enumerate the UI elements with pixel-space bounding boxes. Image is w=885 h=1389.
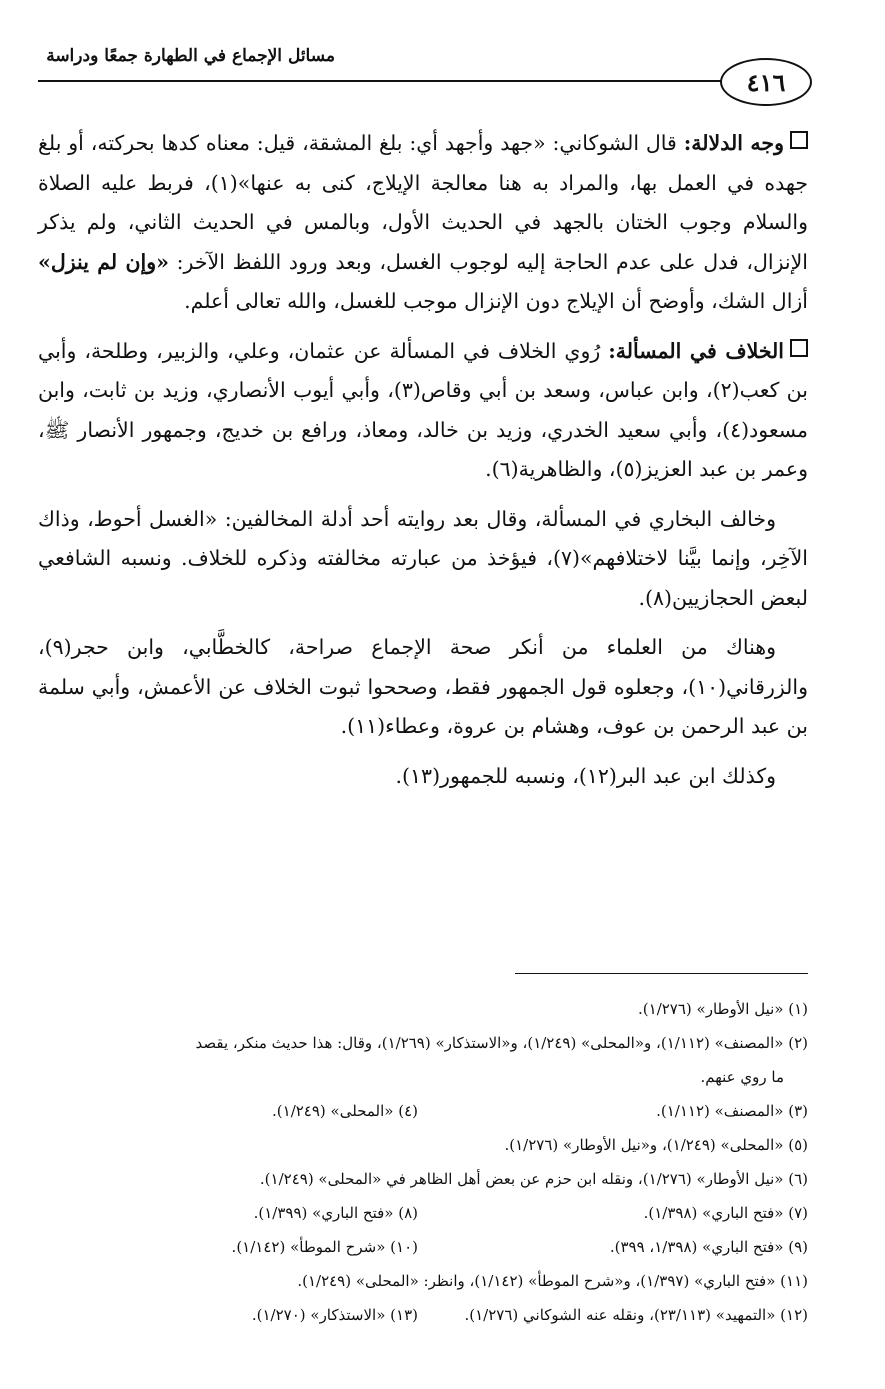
footnote-2-continued: ما روي عنهم. [700, 1068, 784, 1086]
footnote-1: (١) «نيل الأوطار» (١/٢٧٦). [638, 1000, 808, 1018]
paragraph-disagreement [38, 332, 808, 490]
footnote-4: (٤) «المحلى» (١/٢٤٩). [272, 1102, 418, 1120]
footnote-row [38, 1298, 808, 1332]
footnote-12: (١٢) «التمهيد» (٢٣/١١٣)، ونقله عنه الشوكاني (١/٢٧٦). [464, 1306, 808, 1324]
running-title: مسائل الإجماع في الطهارة جمعًا ودراسة [46, 46, 335, 66]
paragraph-evidence [38, 124, 808, 322]
paragraph-text: رُوي الخلاف في المسألة عن عثمان، وعلي، والزبير، وطلحة، وأبي بن كعب(٢)، وابن عباس، وسعد بن أبي وقاص(٣)، وأبي أيوب الأنصاري، وزيد بن ثابت، وابن مسعود(٤)، وأبي سعيد الخدري، وزيد بن خالد، ومعاذ، ورافع بن خديج، وجمهور الأنصار ﷺ، وعمر بن عبد العزيز(٥)، والظاهرية(٦). [38, 338, 808, 481]
footnote-row [38, 1094, 808, 1128]
footnote-10: (١٠) «شرح الموطأ» (١/١٤٢). [231, 1238, 418, 1256]
footnote-6: (٦) «نيل الأوطار» (١/٢٧٦)، ونقله ابن حزم عن بعض أهل الظاهر في «المحلى» (١/٢٤٩). [259, 1170, 808, 1188]
paragraph-ibn-abd-al-barr: وكذلك ابن عبد البر(١٢)، ونسبه للجمهور(١٣). [395, 763, 776, 788]
footnote-13: (١٣) «الاستذكار» (١/٢٧٠). [251, 1306, 418, 1324]
footnote-5: (٥) «المحلى» (١/٢٤٩)، و«نيل الأوطار» (١/٢٧٦). [504, 1136, 808, 1154]
footnote-row [38, 1196, 808, 1230]
square-bullet-icon [790, 131, 808, 149]
footnote-9: (٩) «فتح الباري» (١/٣٩٨، ٣٩٩). [609, 1238, 808, 1256]
main-text [38, 124, 808, 806]
footnote-8: (٨) «فتح الباري» (١/٣٩٩). [253, 1204, 418, 1222]
hadith-quote: «وإن لم ينزل» [38, 249, 169, 274]
paragraph-text: أزال الشك، وأوضح أن الإيلاج دون الإنزال موجب للغسل، والله تعالى أعلم. [184, 289, 808, 313]
footnotes [38, 992, 808, 1332]
footnote-7: (٧) «فتح الباري» (١/٣٩٨). [643, 1204, 808, 1222]
header-rule [38, 80, 728, 82]
page-number: ٤١٦ [720, 58, 812, 106]
paragraph-bukhari: وخالف البخاري في المسألة، وقال بعد روايته أحد أدلة المخالفين: «الغسل أحوط، وذاك الآخِر، وإنما بيَّنا لاختلافهم»(٧)، فيؤخذ من عبارته مخالفته وذكره للخلاف. ونسبه الشافعي لبعض الحجازيين(٨). [38, 506, 808, 610]
footnote-11: (١١) «فتح الباري» (١/٣٩٧)، و«شرح الموطأ» (١/١٤٢)، وانظر: «المحلى» (١/٢٤٩). [297, 1272, 808, 1290]
paragraph-text: قال الشوكاني: «جهد وأجهد أي: بلغ المشقة، قيل: معناه كدها بحركته، أو بلغ جهده في العمل بها، والمراد به هنا معالجة الإيلاج، كنى به عنها»(١)، فربط عليه الصلاة والسلام وجوب الختان بالجهد في الحديث الأول، وبالمس في الحديث الثاني، ولم يذكر الإنزال، فدل على عدم الحاجة إليه لوجوب الغسل، وبعد ورود اللفظ الآخر: [38, 131, 809, 274]
footnote-3: (٣) «المصنف» (١/١١٢). [656, 1102, 808, 1120]
footnote-2: (٢) «المصنف» (١/١١٢)، و«المحلى» (١/٢٤٩)، و«الاستذكار» (١/٢٦٩)، وقال: هذا حديث منكر، يقصد [195, 1034, 808, 1052]
footnote-separator [515, 973, 808, 974]
footnote-row [38, 1230, 808, 1264]
paragraph-scholars: وهناك من العلماء من أنكر صحة الإجماع صراحة، كالخطَّابي، وابن حجر(٩)، والزرقاني(١٠)، وجعلوه قول الجمهور فقط، وصححوا ثبوت الخلاف عن الأعمش، وأبي سلمة بن عبد الرحمن بن عوف، وهشام بن عروة، وعطاء(١١). [38, 635, 808, 738]
section-label: الخلاف في المسألة: [608, 338, 784, 363]
square-bullet-icon [790, 339, 808, 357]
section-label: وجه الدلالة: [683, 131, 784, 155]
